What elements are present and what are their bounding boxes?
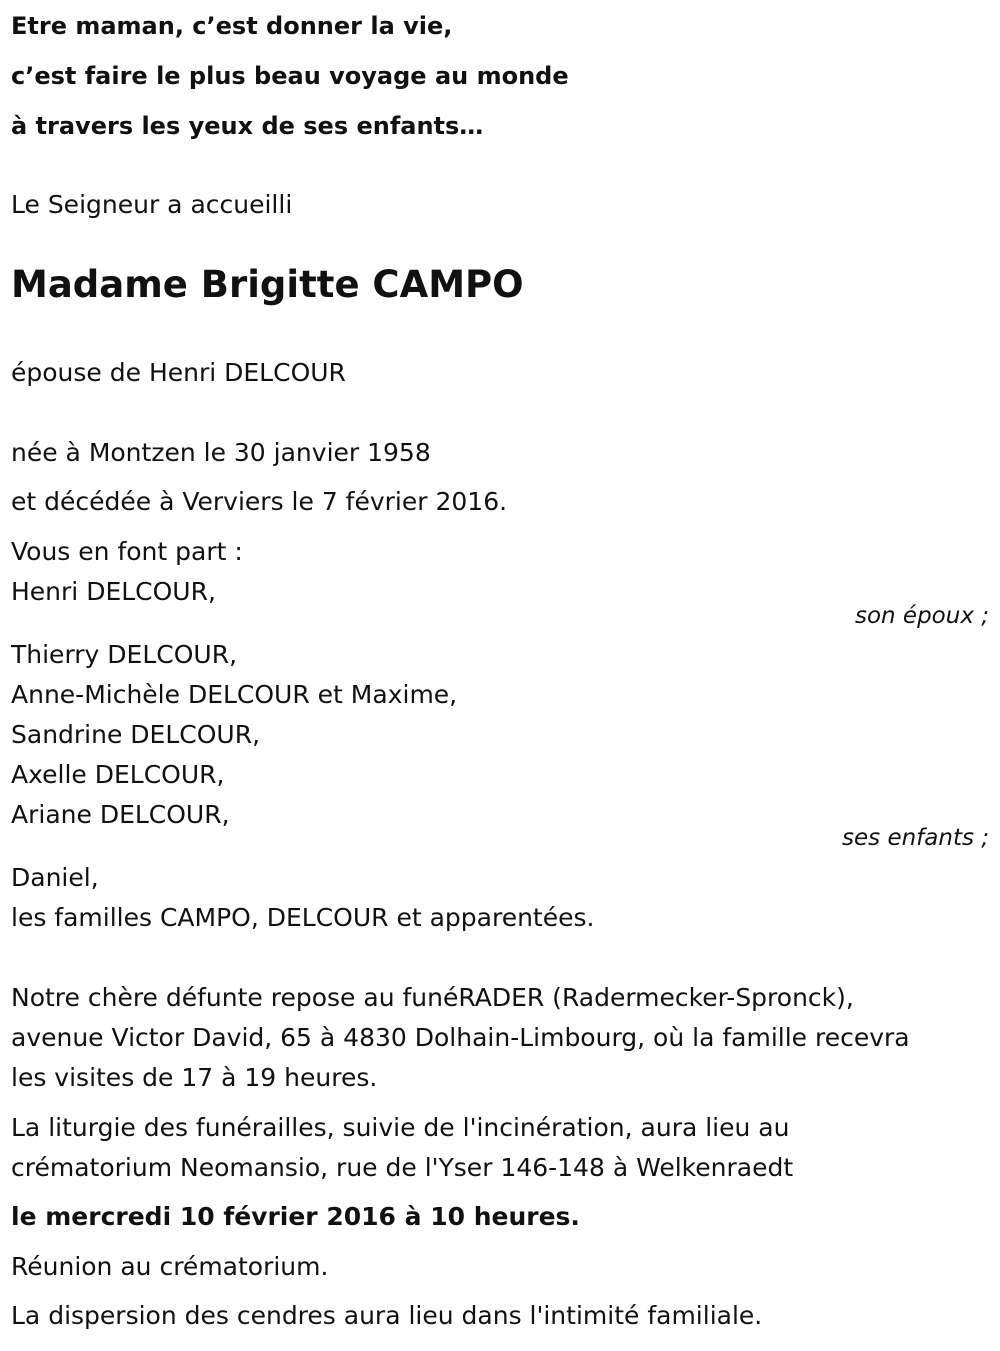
child-name: Ariane DELCOUR, — [11, 800, 230, 829]
intro-text: Le Seigneur a accueilli — [11, 190, 293, 219]
ceremony-line: crématorium Neomansio, rue de l'Yser 146-148 à Welkenraedt — [11, 1153, 794, 1182]
meeting-line: Réunion au crématorium. — [11, 1252, 329, 1281]
birth-line: née à Montzen le 30 janvier 1958 — [11, 438, 431, 467]
child-name: Anne-Michèle DELCOUR et Maxime, — [11, 680, 458, 709]
ceremony-line: La liturgie des funérailles, suivie de l'incinération, aura lieu au — [11, 1113, 790, 1142]
spouse-line: épouse de Henri DELCOUR — [11, 358, 346, 387]
visitation-line: Notre chère défunte repose au funéRADER (Radermecker-Spronck), — [11, 983, 854, 1012]
spouse-name: Henri DELCOUR, — [11, 577, 216, 606]
child-name: Axelle DELCOUR, — [11, 760, 225, 789]
poem-line-1: Etre maman, c’est donner la vie, — [11, 12, 453, 40]
deceased-name: Madame Brigitte CAMPO — [11, 263, 524, 306]
other-family-line: les familles CAMPO, DELCOUR et apparentées. — [11, 903, 595, 932]
poem-line-2: c’est faire le plus beau voyage au monde — [11, 62, 569, 90]
child-name: Thierry DELCOUR, — [11, 640, 238, 669]
visitation-line: avenue Victor David, 65 à 4830 Dolhain-Limbourg, où la famille recevra — [11, 1023, 910, 1052]
poem-line-3: à travers les yeux de ses enfants… — [11, 112, 484, 140]
other-family-line: Daniel, — [11, 863, 99, 892]
death-line: et décédée à Verviers le 7 février 2016. — [11, 487, 508, 516]
child-name: Sandrine DELCOUR, — [11, 720, 261, 749]
dispersion-line: La dispersion des cendres aura lieu dans l'intimité familiale. — [11, 1301, 763, 1330]
spouse-role: son époux ; — [854, 603, 989, 629]
visitation-line: les visites de 17 à 19 heures. — [11, 1063, 378, 1092]
announcement-intro: Vous en font part : — [11, 537, 243, 566]
ceremony-date: le mercredi 10 février 2016 à 10 heures. — [11, 1202, 580, 1231]
children-role: ses enfants ; — [842, 825, 989, 851]
